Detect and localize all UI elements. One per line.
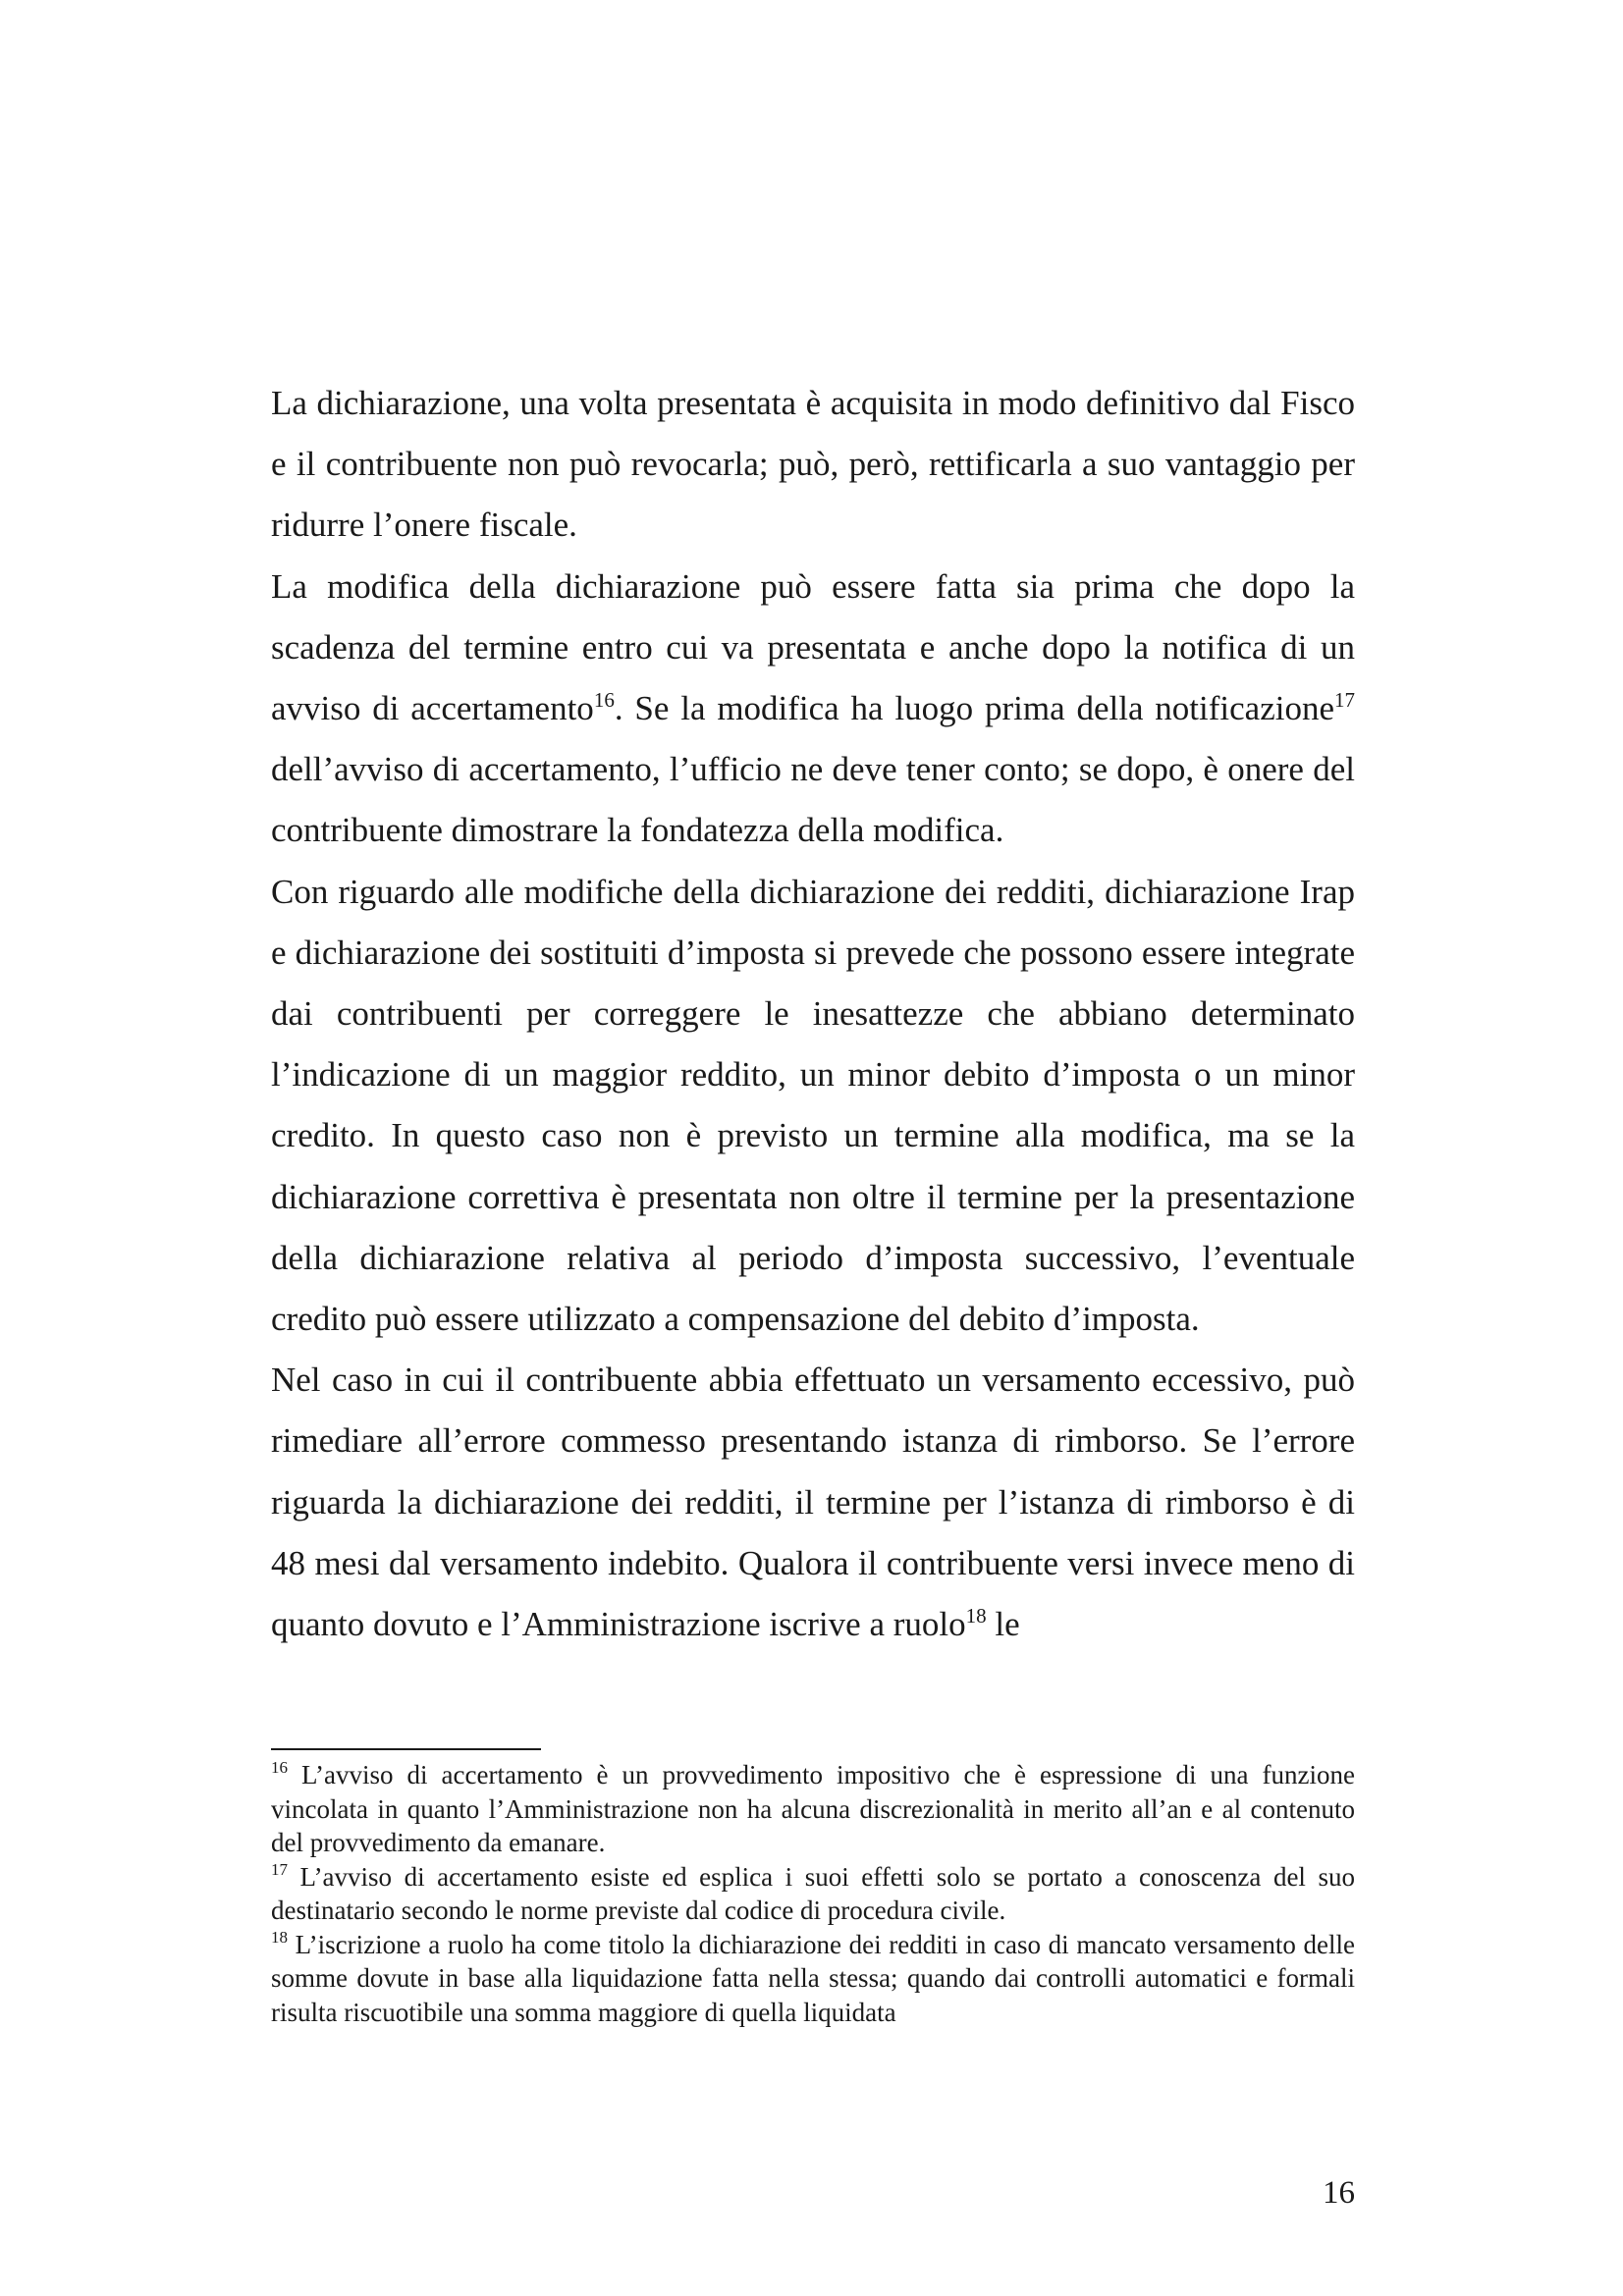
- footnote-17: [271, 1860, 1355, 1928]
- footnote-18: [271, 1928, 1355, 2030]
- paragraph-2: [271, 557, 1355, 862]
- paragraph-4-text-b: le: [986, 1605, 1020, 1644]
- paragraph-2-text-b: . Se la modifica ha luogo prima della notificazione: [614, 689, 1334, 728]
- body-text: [271, 373, 1355, 1655]
- footnote-ref-16[interactable]: 16: [593, 688, 615, 713]
- footnote-marker-18: 18: [271, 1927, 288, 1947]
- paragraph-2-text-a: La modifica della dichiarazione può essere fatta sia prima che dopo la scadenza del termine entro cui va presentata e anche dopo la notifica di un avviso di accertamento: [271, 566, 1355, 728]
- paragraph-4: [271, 1350, 1355, 1655]
- footnote-separator: [271, 1748, 541, 1750]
- footnote-text-16: L’avviso di accertamento è un provvedimento impositivo che è espressione di una funzione vincolata in quanto l’Amministrazione non ha alcuna discrezionalità in merito all’an e al contenuto del provvedimento da emanare.: [271, 1760, 1355, 1857]
- footnotes: [271, 1758, 1355, 2029]
- paragraph-1: La dichiarazione, una volta presentata è acquisita in modo definitivo dal Fisco e il contribuente non può revocarla; può, però, rettificarla a suo vantaggio per ridurre l’onere fiscale.: [271, 384, 1355, 545]
- footnote-text-18: L’iscrizione a ruolo ha come titolo la dichiarazione dei redditi in caso di mancato versamento delle somme dovute in base alla liquidazione fatta nella stessa; quando dai controlli automatici e formali risulta riscuotibile una somma maggiore di quella liquidata: [271, 1929, 1355, 2027]
- footnote-16: [271, 1758, 1355, 1860]
- page-number: 16: [1323, 2175, 1355, 2211]
- paragraph-2-text-c: dell’avviso di accertamento, l’ufficio ne deve tener conto; se dopo, è onere del contribuente dimostrare la fondatezza della modifica.: [271, 750, 1355, 850]
- paragraph-4-text-a: Nel caso in cui il contribuente abbia effettuato un versamento eccessivo, può rimediare all’errore commesso presentando istanza di rimborso. Se l’errore riguarda la dichiarazione dei redditi, il termine per l’istanza di rimborso è di 48 mesi dal versamento indebito. Qualora il contribuente versi invece meno di quanto dovuto e l’Amministrazione iscrive a ruolo: [271, 1361, 1355, 1644]
- footnote-marker-17: 17: [271, 1859, 288, 1879]
- paragraph-3: Con riguardo alle modifiche della dichiarazione dei redditi, dichiarazione Irap e dichiarazione dei sostituiti d’imposta si prevede che possono essere integrate dai contribuenti per correggere le inesattezze che abbiano determinato l’indicazione di un maggior reddito, un minor debito d’imposta o un minor credito. In questo caso non è previsto un termine alla modifica, ma se la dichiarazione correttiva è presentata non oltre il termine per la presentazione della dichiarazione relativa al periodo d’imposta successivo, l’eventuale credito può essere utilizzato a compensazione del debito d’imposta.: [271, 872, 1355, 1339]
- footnote-marker-16: 16: [271, 1758, 288, 1777]
- footnote-text-17: L’avviso di accertamento esiste ed esplica i suoi effetti solo se portato a conoscenza del suo destinatario secondo le norme previste dal codice di procedura civile.: [271, 1861, 1355, 1925]
- footnote-ref-18[interactable]: 18: [965, 1604, 987, 1629]
- footnote-ref-17[interactable]: 17: [1334, 688, 1355, 713]
